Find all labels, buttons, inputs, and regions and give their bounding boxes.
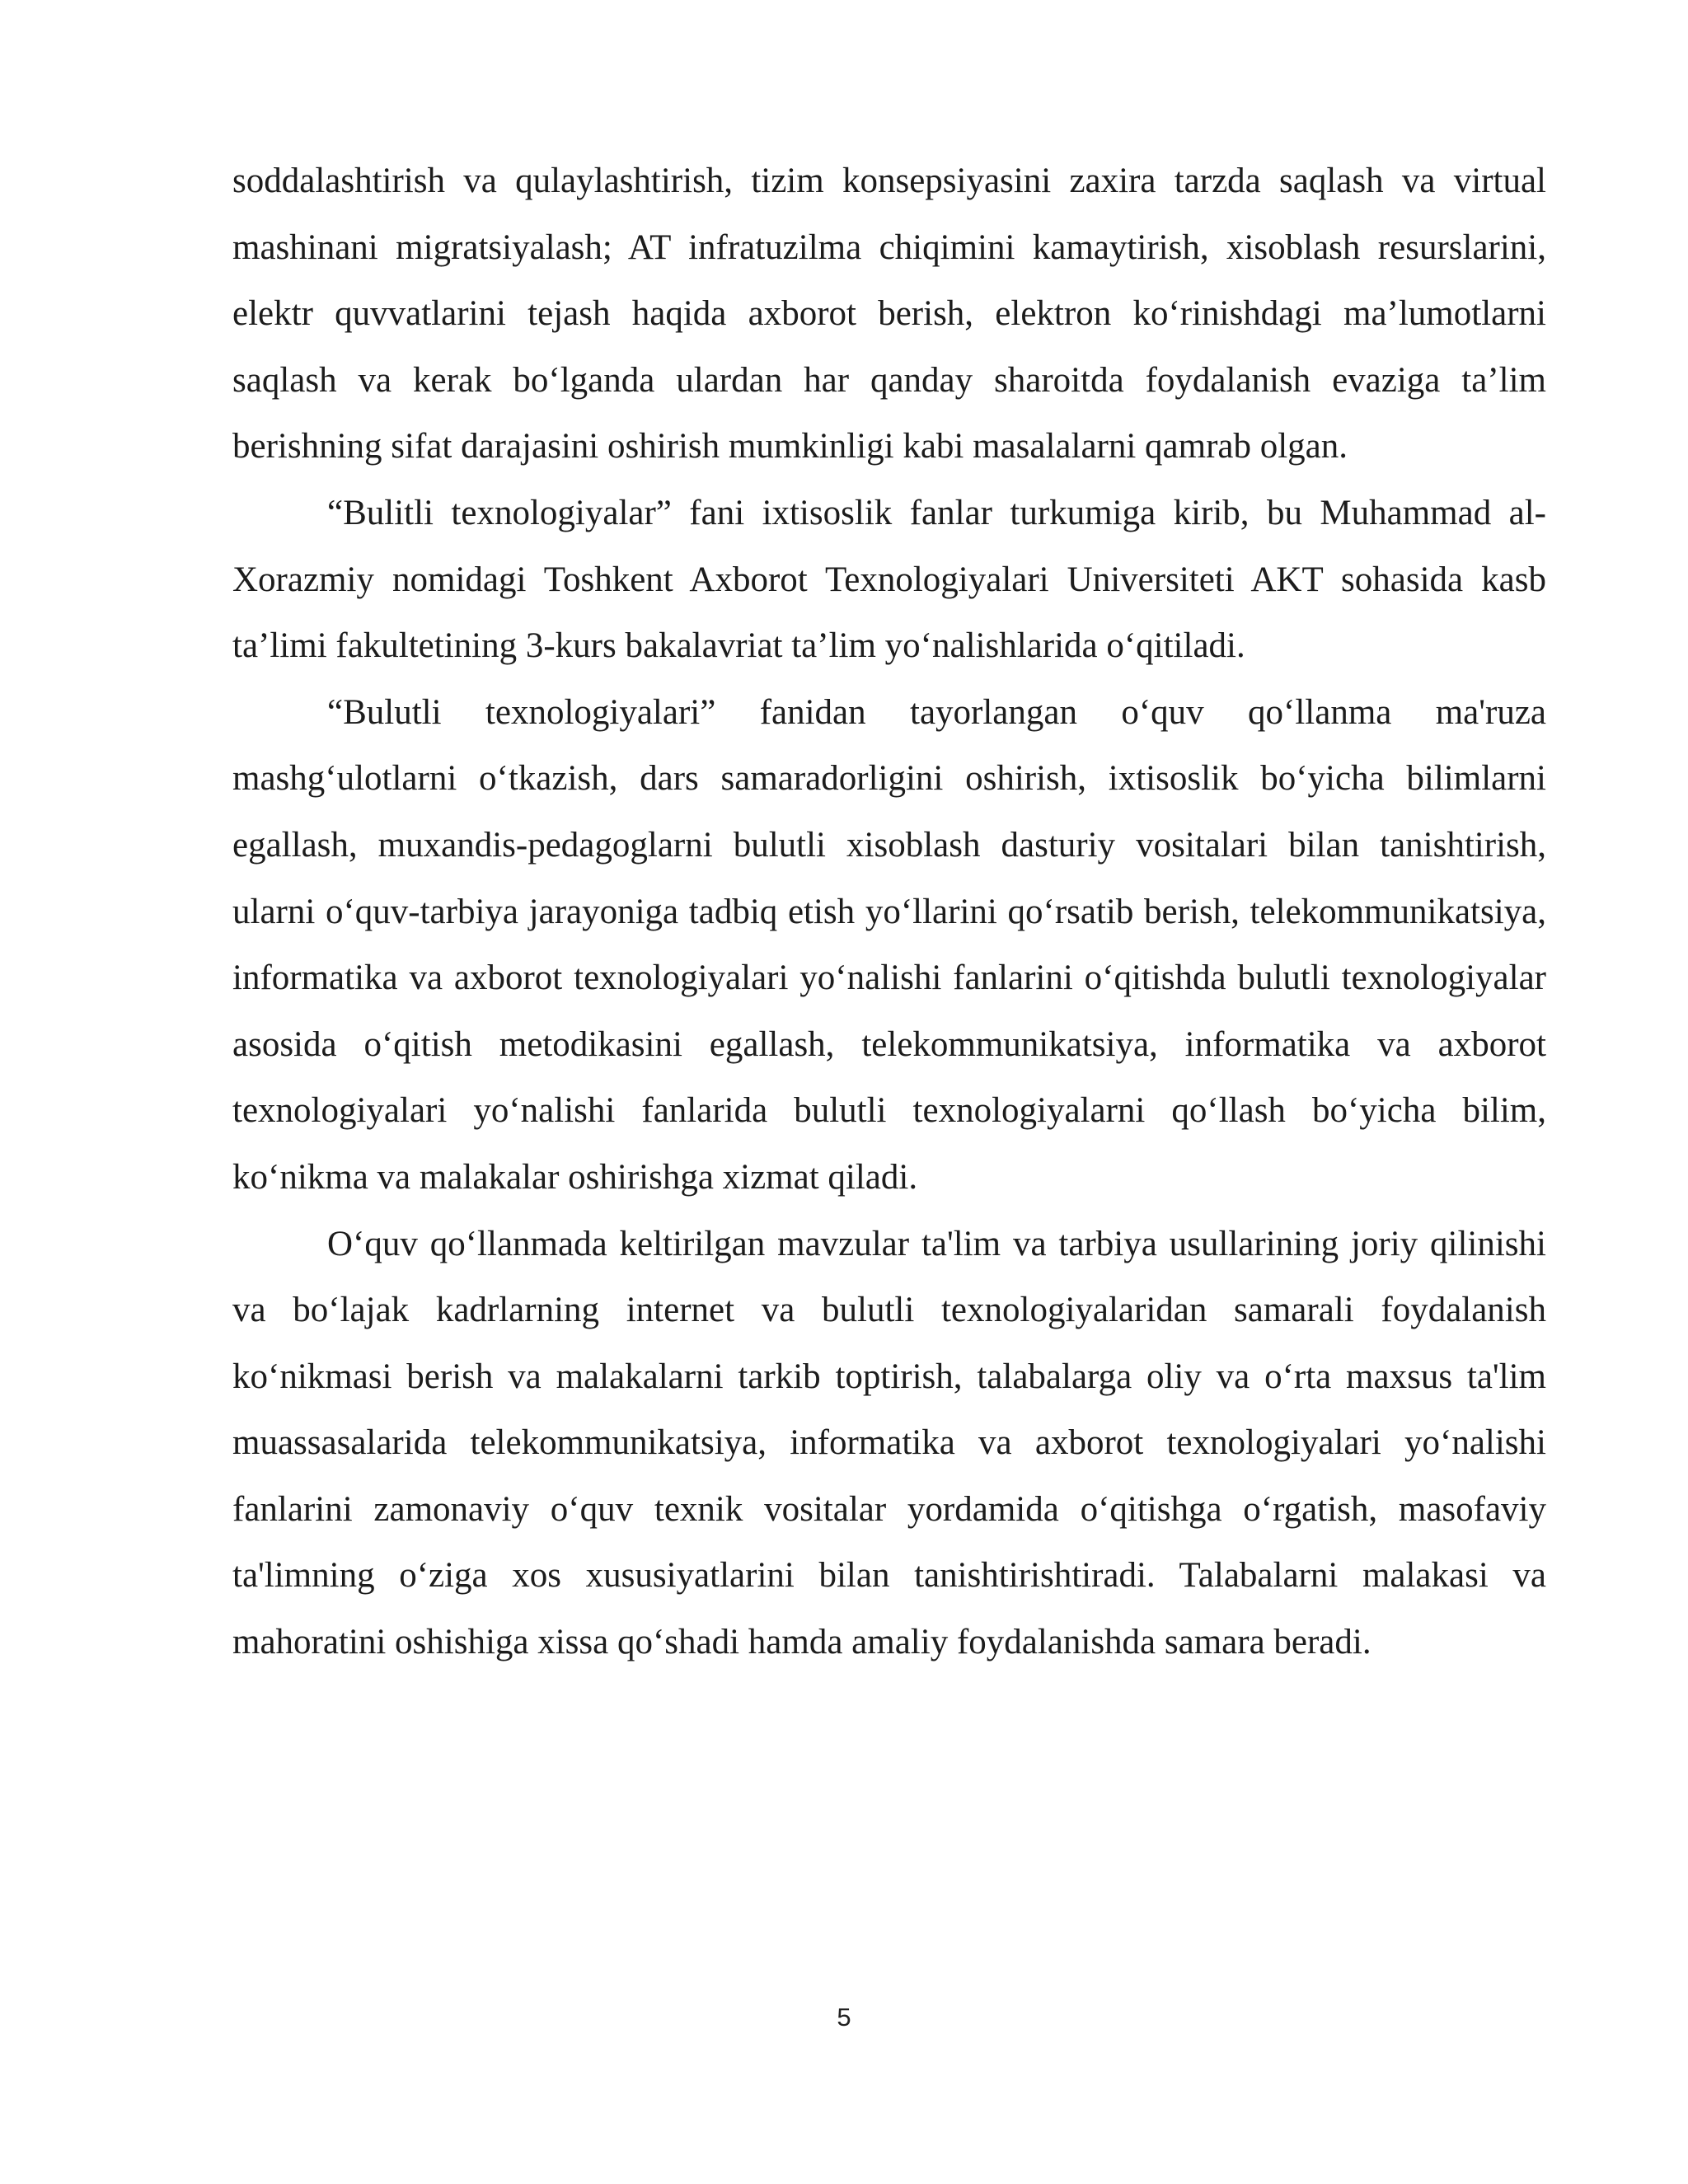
paragraph-textbook-purpose: “Bulutli texnologiyalari” fanidan tayorlangan o‘quv qo‘llanma ma'ruza mashg‘ulotlarni o‘tkazish, dars samaradorligini oshirish, ixtisoslik bo‘yicha bilimlarni egallash, muxandis-pedagoglarni bulutli xisoblash dasturiy vositalari bilan tanishtirish, ularni o‘quv-tarbiya jarayoniga tadbiq etish yo‘llarini qo‘rsatib berish, telekommunikatsiya, informatika va axborot texnologiyalari yo‘nalishi fanlarini o‘qitishda bulutli texnologiyalar asosida o‘qitish metodikasini egallash, telekommunikatsiya, informatika va axborot texnologiyalari yo‘nalishi fanlarida bulutli texnologiyalarni qo‘llash bo‘yicha bilim, ko‘nikma va malakalar oshirishga xizmat qiladi.	[232, 692, 1546, 1197]
paragraph-continuation: soddalashtirish va qulaylashtirish, tizim konsepsiyasini zaxira tarzda saqlash va virtual mashinani migratsiyalash; AT infratuzilma chiqimini kamaytirish, xisoblash resurslarini, elektr quvvatlarini tejash haqida axborot berish, elektron ko‘rinishdagi ma’lumotlarni saqlash va kerak bo‘lganda ulardan har qanday sharoitda foydalanish evaziga ta’lim berishning sifat darajasini oshirish mumkinligi kabi masalalarni qamrab olgan.	[232, 162, 1546, 466]
page-number: 5	[837, 2003, 851, 2032]
body-text	[232, 148, 1546, 1676]
paragraph-course-description: “Bulitli texnologiyalar” fani ixtisoslik fanlar turkumiga kirib, bu Muhammad al-Xorazmiy nomidagi Toshkent Axborot Texnologiyalari Universiteti AKT sohasida kasb ta’limi fakultetining 3-kurs bakalavriat ta’lim yo‘nalishlarida o‘qitiladi.	[232, 493, 1546, 666]
paragraph-topics-summary: O‘quv qo‘llanmada keltirilgan mavzular ta'lim va tarbiya usullarining joriy qilinishi va bo‘lajak kadrlarning internet va bulutli texnologiyalaridan samarali foydalanish ko‘nikmasi berish va malakalarni tarkib toptirish, talabalarga oliy va o‘rta maxsus ta'lim muassasalarida telekommunikatsiya, informatika va axborot texnologiyalari yo‘nalishi fanlarini zamonaviy o‘quv texnik vositalar yordamida o‘qitishga o‘rgatish, masofaviy ta'limning o‘ziga xos xususiyatlarini bilan tanishtirishtiradi. Talabalarni malakasi va mahoratini oshishiga xissa qo‘shadi hamda amaliy foydalanishda samara beradi.	[232, 1224, 1546, 1662]
